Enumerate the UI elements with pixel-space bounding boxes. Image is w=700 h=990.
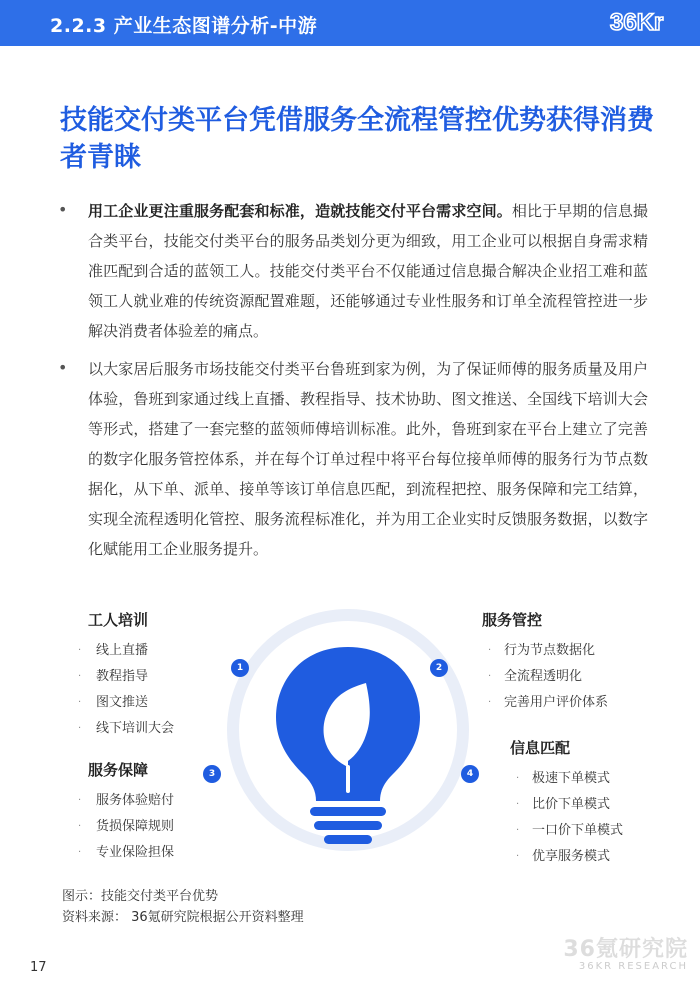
group-item: 服务体验赔付 — [96, 793, 175, 808]
group-title-info-matching: 信息匹配 — [510, 739, 571, 757]
bullet-list — [58, 196, 648, 572]
group-item: 比价下单模式 — [532, 797, 611, 812]
watermark-en: 36KR RESEARCH — [578, 961, 688, 972]
group-item: 一口价下单模式 — [532, 823, 624, 838]
bullet-item-2 — [58, 354, 648, 564]
bullet-2-text: 以大家居后服务市场技能交付类平台鲁班到家为例，为了保证师傅的服务质量及用户体验，鲁班到家通过线上直播、教程指导、技术协助、图文推送、全国线下培训大会等形式，搭建了一套完整的蓝领师傅培训标准。此外，鲁班到家在平台上建立了完善的数字化服务管控体系，并在每个订单过程中将平台每位接单师傅的服务行为节点数据化，从下单、派单、接单等该订单信息匹配，到流程把控、服务保障和完工结算，实现全流程透明化管控、服务流程标准化，并为用工企业实时反馈服务数据，以数字化赋能用工企业服务提升。 — [88, 360, 648, 558]
group-item: 行为节点数据化 — [504, 643, 596, 658]
group-title-worker-training: 工人培训 — [88, 611, 149, 629]
number-badge-1: 1 — [231, 659, 249, 677]
section-title: 2.2.3 产业生态图谱分析-中游 — [50, 15, 318, 37]
number-badge-2: 2 — [430, 659, 448, 677]
group-item: 线上直播 — [96, 643, 149, 658]
group-title-service-control: 服务管控 — [482, 611, 543, 629]
group-title-service-guarantee: 服务保障 — [88, 761, 149, 779]
group-item: 图文推送 — [96, 695, 149, 710]
page-number: 17 — [30, 960, 47, 975]
number-badge-4: 4 — [461, 765, 479, 783]
bullet-dot: • — [58, 200, 68, 219]
figure-caption — [62, 886, 304, 928]
watermark-cn: 36氪研究院 — [563, 937, 688, 962]
figure-label: 图示：技能交付类平台优势 — [62, 889, 219, 904]
group-item: 货损保障规则 — [96, 819, 175, 834]
main-title: 技能交付类平台凭借服务全流程管控优势获得消费者青睐 — [60, 105, 654, 173]
bullet-1-text: 相比于早期的信息撮合类平台，技能交付类平台的服务品类划分更为细致，用工企业可以根据自身需求精准匹配到合适的蓝领工人。技能交付类平台不仅能通过信息撮合解决企业招工难和蓝领工人就业难的传统资源配置难题，还能够通过专业性服务和订单全流程管控进一步解决消费者体验差的痛点。 — [88, 202, 648, 340]
logo-text: 36Kr — [610, 9, 664, 36]
group-item: 极速下单模式 — [532, 771, 611, 786]
36kr-logo — [606, 0, 686, 46]
lightbulb-leaf-icon — [276, 647, 420, 844]
bullet-dot: • — [58, 358, 68, 377]
group-item: 完善用户评价体系 — [504, 695, 609, 710]
source-label: 资料来源： 36氪研究院根据公开资料整理 — [62, 910, 304, 925]
group-item: 优享服务模式 — [532, 849, 611, 864]
watermark — [528, 932, 688, 972]
group-item: 线下培训大会 — [96, 721, 175, 736]
group-item: 教程指导 — [96, 669, 149, 684]
group-item: 专业保险担保 — [96, 845, 175, 860]
number-badge-3: 3 — [203, 765, 221, 783]
bullet-item-1 — [58, 196, 648, 346]
platform-advantage-diagram: 1 2 3 4 工人培训 · 线上直播 · 教程指导 · 图文推送 · 线下培训大会 服务管控 · 行为节点数据化 · 全流程透明化 · 完善用户评价体系 服务保障 · 服务体验赔付 · 货损保障规则 · 专业保险担保 信息匹配 · 极速下单模式 · 比价下单模式 · 一口价下单模式 · 优享服务模式 — [0, 595, 700, 875]
bullet-1-lead: 用工企业更注重服务配套和标准，造就技能交付平台需求空间。 — [88, 202, 512, 220]
group-item: 全流程透明化 — [504, 669, 583, 684]
page-header — [0, 0, 700, 46]
